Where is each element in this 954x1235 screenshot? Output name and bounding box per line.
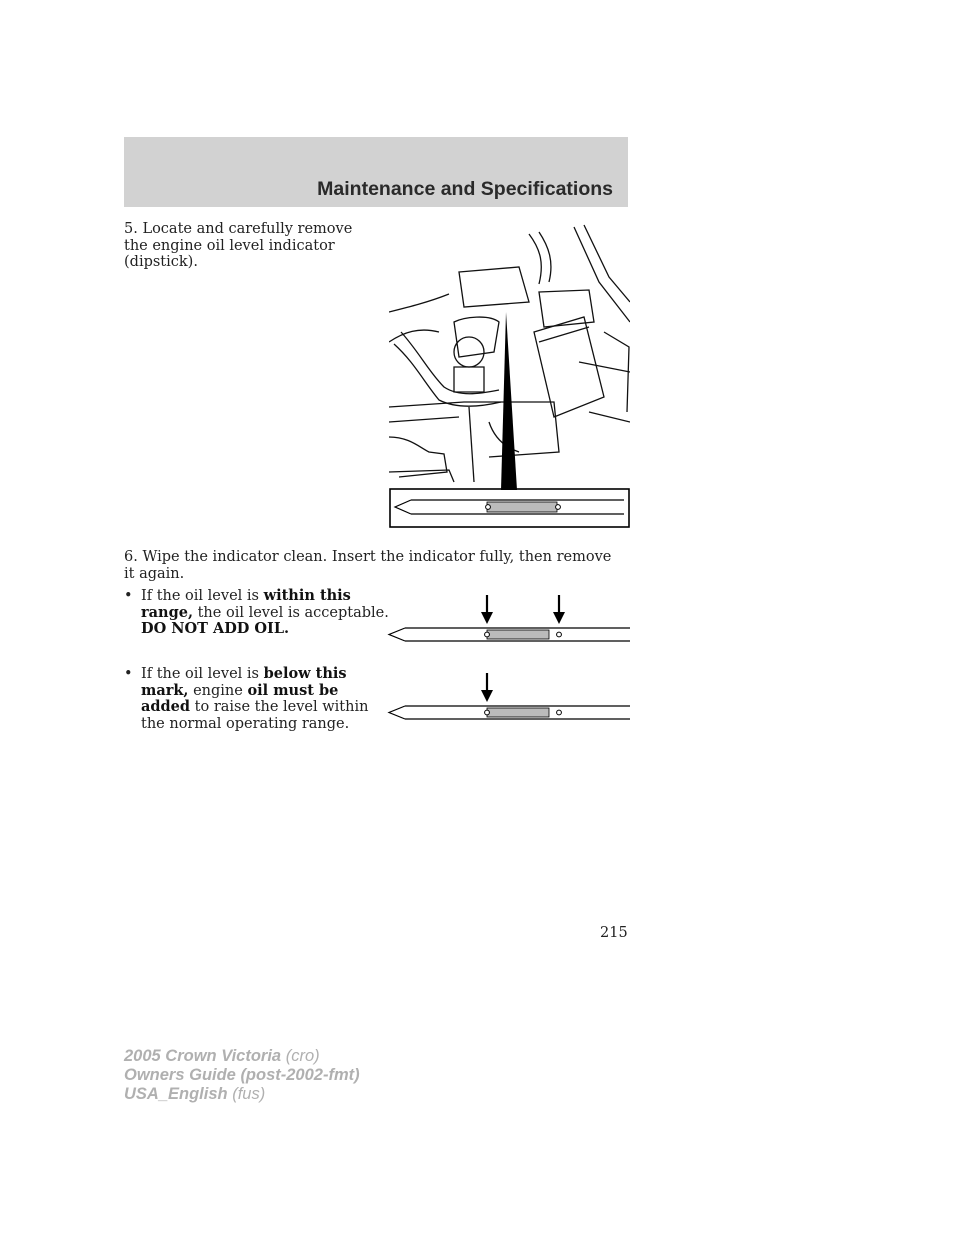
footer-language: USA_English (124, 1085, 228, 1103)
page-number: 215 (600, 925, 628, 941)
bullet-text (141, 588, 389, 638)
bullet-text-emphasis: DO NOT ADD OIL. (141, 620, 290, 637)
step-6-text: 6. Wipe the indicator clean. Insert the indicator fully, then remove it again. (124, 549, 612, 582)
bullet-marker: • (124, 666, 133, 682)
footer-code: (fus) (227, 1085, 266, 1103)
footer-model: 2005 Crown Victoria (124, 1047, 282, 1065)
bullet-text (141, 666, 389, 732)
bullet-text-part: If the oil level is (141, 666, 264, 682)
bullet-text-part: the oil level is acceptable. (193, 604, 389, 621)
section-header-band (124, 137, 628, 207)
footer-code: (cro) (281, 1047, 320, 1065)
bullet-text-part: engine (188, 682, 248, 699)
bullet-text-emphasis: within this range, (141, 587, 351, 621)
dipstick-low-level-diagram (387, 670, 630, 722)
bullet-marker: • (124, 588, 133, 604)
dipstick-full-range-diagram (387, 592, 630, 644)
footer-guide: Owners Guide (post-2002-fmt) (124, 1066, 360, 1084)
bullet-text-emphasis: oil must be added (141, 681, 339, 715)
document-footer (124, 1047, 360, 1104)
section-title: Maintenance and Specifications (317, 178, 613, 200)
footer-line (124, 1047, 360, 1066)
bullet-text-emphasis: below this mark, (141, 665, 347, 699)
footer-line (124, 1085, 360, 1104)
footer-line (124, 1066, 360, 1085)
bullet-text-part: If the oil level is (141, 588, 264, 604)
step-5-text: 5. Locate and carefully remove the engine oil level indicator (dipstick). (124, 221, 353, 270)
bullet-text-part: to raise the level within the normal operating range. (141, 699, 369, 732)
engine-compartment-illustration (389, 222, 630, 528)
